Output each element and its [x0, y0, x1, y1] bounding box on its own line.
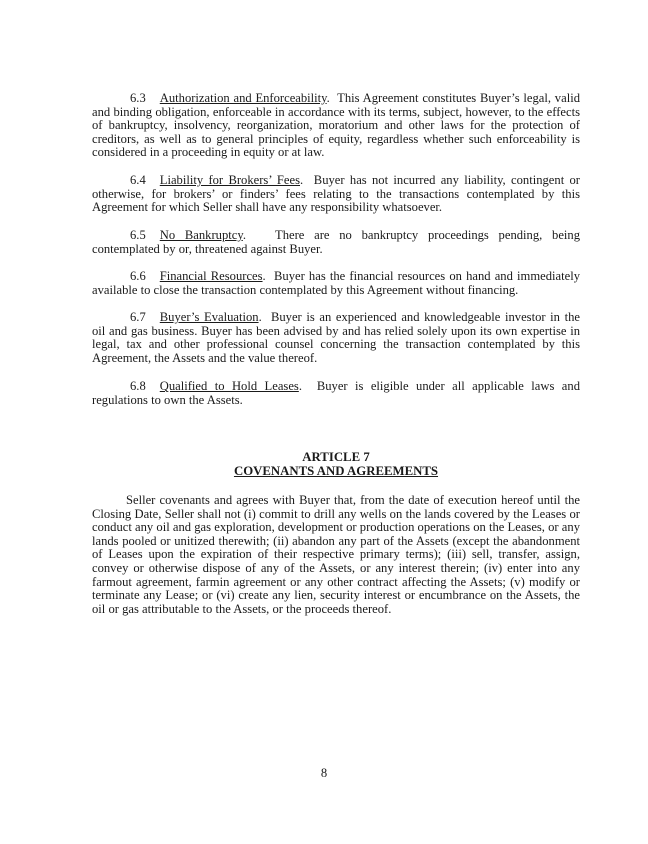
section-separator: . [258, 310, 271, 324]
section-heading: Buyer’s Evaluation [159, 310, 259, 324]
section-separator: . [326, 91, 338, 105]
section-6-5 [92, 229, 580, 256]
section-6-6 [92, 270, 580, 297]
section-text: Buyer has not incurred any liability, contingent or otherwise, for brokers’ or finders’ fees relating to the transactions contemplated by this Agreement for which Seller shall have any responsibility whatsoever. [92, 173, 581, 215]
section-number: 6.7 [130, 310, 146, 324]
section-6-4 [92, 174, 580, 215]
article-subtitle-text: COVENANTS AND AGREEMENTS [233, 464, 439, 478]
section-text: There are no bankruptcy proceedings pending, being contemplated by or, threatened against Buyer. [92, 228, 581, 256]
article-title: ARTICLE 7 [302, 450, 370, 464]
section-text: Buyer is an experienced and knowledgeable investor in the oil and gas business. Buyer has been advised by and has relied solely upon its own expertise in legal, tax and other professional counsel concerning the transaction contemplated by this Agreement, the Assets and the value thereof. [92, 310, 580, 365]
section-heading: Financial Resources [159, 269, 263, 283]
section-separator: . [300, 173, 314, 187]
section-separator: . [298, 379, 317, 393]
section-separator: . [262, 269, 274, 283]
section-number: 6.6 [130, 269, 146, 283]
section-heading: Liability for Brokers’ Fees [159, 173, 300, 187]
section-heading: No Bankruptcy [159, 228, 243, 242]
section-number: 6.4 [130, 173, 146, 187]
section-number: 6.5 [130, 228, 146, 242]
section-text: This Agreement constitutes Buyer’s legal, valid and binding obligation, enforceable in accordance with its terms, subject, however, to the effects of bankruptcy, insolvency, reorganization, moratorium and other laws for the protection of creditors, as well as to general principles of equity, regardless whether such enforceability is considered in a proceeding in equity or at law. [92, 91, 580, 160]
section-heading: Qualified to Hold Leases [159, 379, 299, 393]
article-subtitle [92, 464, 580, 478]
section-text: Buyer has the financial resources on hand and immediately available to close the transaction contemplated by this Agreement without financing. [92, 269, 580, 297]
section-6-7 [92, 311, 580, 365]
section-heading: Authorization and Enforceability [159, 91, 327, 105]
section-6-3 [92, 92, 580, 160]
section-number: 6.3 [130, 91, 146, 105]
section-number: 6.8 [130, 379, 146, 393]
page-number: 8 [320, 766, 328, 780]
article-body: Seller covenants and agrees with Buyer that, from the date of execution hereof until the Closing Date, Seller shall not (i) commit to drill any wells on the lands covered by the Leases or conduct any oil and gas exploration, development or production operations on the Leases, or any lands pooled or unitized therewith; (ii) abandon any part of the Assets (except the abandonment of Leases upon the expiration of their respective primary terms); (iii) sell, transfer, assign, convey or otherwise dispose of any of the Assets, or any interest therein; (iv) enter into any farmout agreement, farmin agreement or any other contract affecting the Assets; (v) modify or terminate any Lease; or (vi) create any lien, security interest or encumbrance on the Assets, the oil or gas attributable to the Assets, or the proceeds thereof. [92, 493, 580, 616]
section-6-8 [92, 380, 580, 407]
section-text: Buyer is eligible under all applicable laws and regulations to own the Assets. [92, 379, 580, 407]
section-separator: . [242, 228, 275, 242]
